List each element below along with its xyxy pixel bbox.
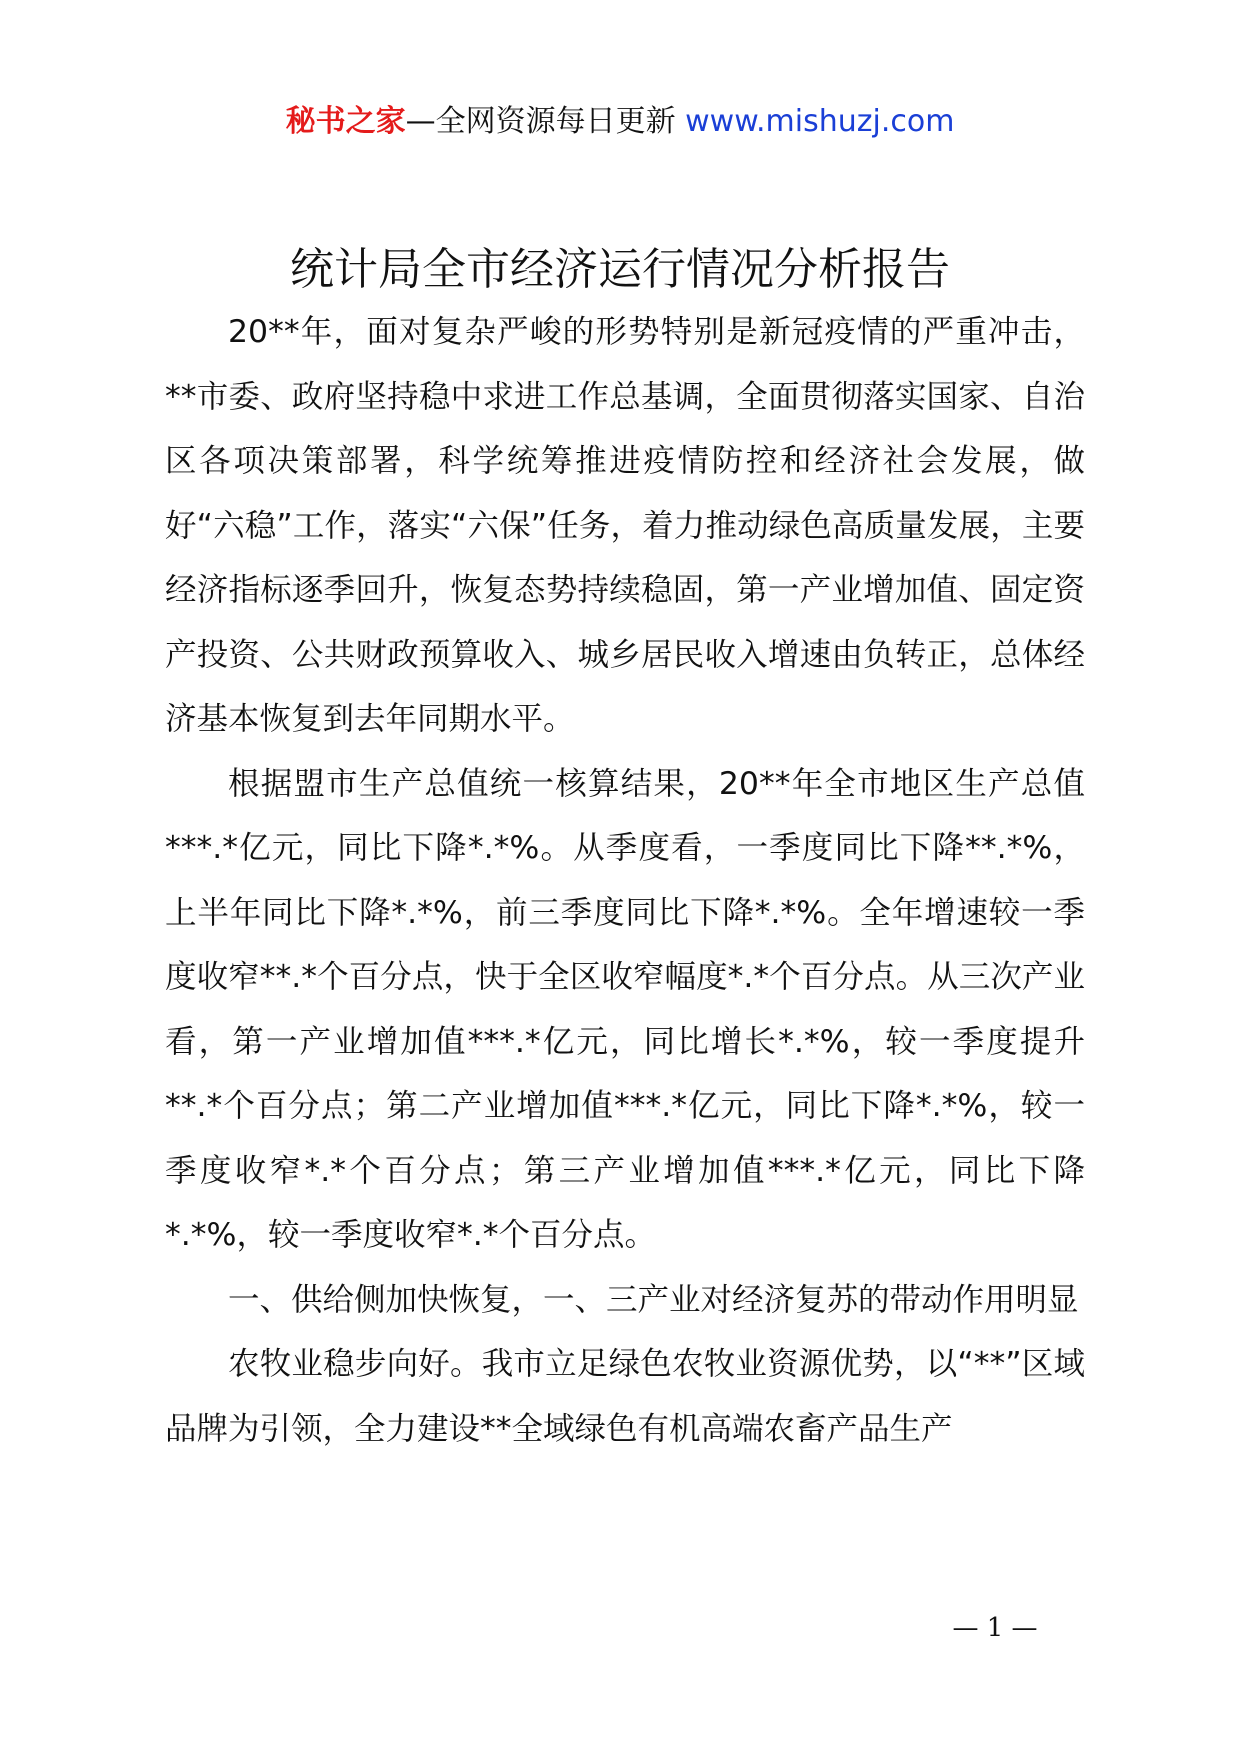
page-number: — 1 — bbox=[952, 1613, 1038, 1643]
brand-name: 秘书之家 bbox=[285, 104, 406, 139]
paragraph-agriculture: 农牧业稳步向好。我市立足绿色农牧业资源优势，以“**”区域品牌为引领，全力建设**全域绿色有机高端农畜产品生产 bbox=[165, 1346, 1085, 1447]
paragraph-gdp: 根据盟市生产总值统一核算结果，20**年全市地区生产总值***.*亿元，同比下降*.*%。从季度看，一季度同比下降**.*%，上半年同比下降*.*%，前三季度同比下降*.*%。全年增速较一季度收窄**.*个百分点，快于全区收窄幅度*.*个百分点。从三次产业看，第一产业增加值***.*亿元，同比增长*.*%，较一季度提升**.*个百分点；第二产业增加值***.*亿元，同比下降*.*%，较一季度收窄*.*个百分点；第三产业增加值***.*亿元，同比下降*.*%，较一季度收窄*.*个百分点。 bbox=[165, 765, 1085, 1253]
site-header bbox=[0, 100, 1240, 144]
paragraph-intro: 20**年，面对复杂严峻的形势特别是新冠疫情的严重冲击，**市委、政府坚持稳中求进工作总基调，全面贯彻落实国家、自治区各项决策部署，科学统筹推进疫情防控和经济社会发展，做好“六稳”工作，落实“六保”任务，着力推动绿色高质量发展，主要经济指标逐季回升，恢复态势持续稳固，第一产业增加值、固定资产投资、公共财政预算收入、城乡居民收入增速由负转正，总体经济基本恢复到去年同期水平。 bbox=[165, 314, 1085, 737]
header-tagline: —全网资源每日更新 bbox=[405, 104, 686, 139]
section-heading-1: 一、供给侧加快恢复，一、三产业对经济复苏的带动作用明显 bbox=[228, 1281, 1079, 1318]
website-link[interactable]: www.mishuzj.com bbox=[685, 104, 955, 139]
document-title: 统计局全市经济运行情况分析报告 bbox=[290, 244, 950, 295]
document-body bbox=[165, 300, 1085, 1461]
